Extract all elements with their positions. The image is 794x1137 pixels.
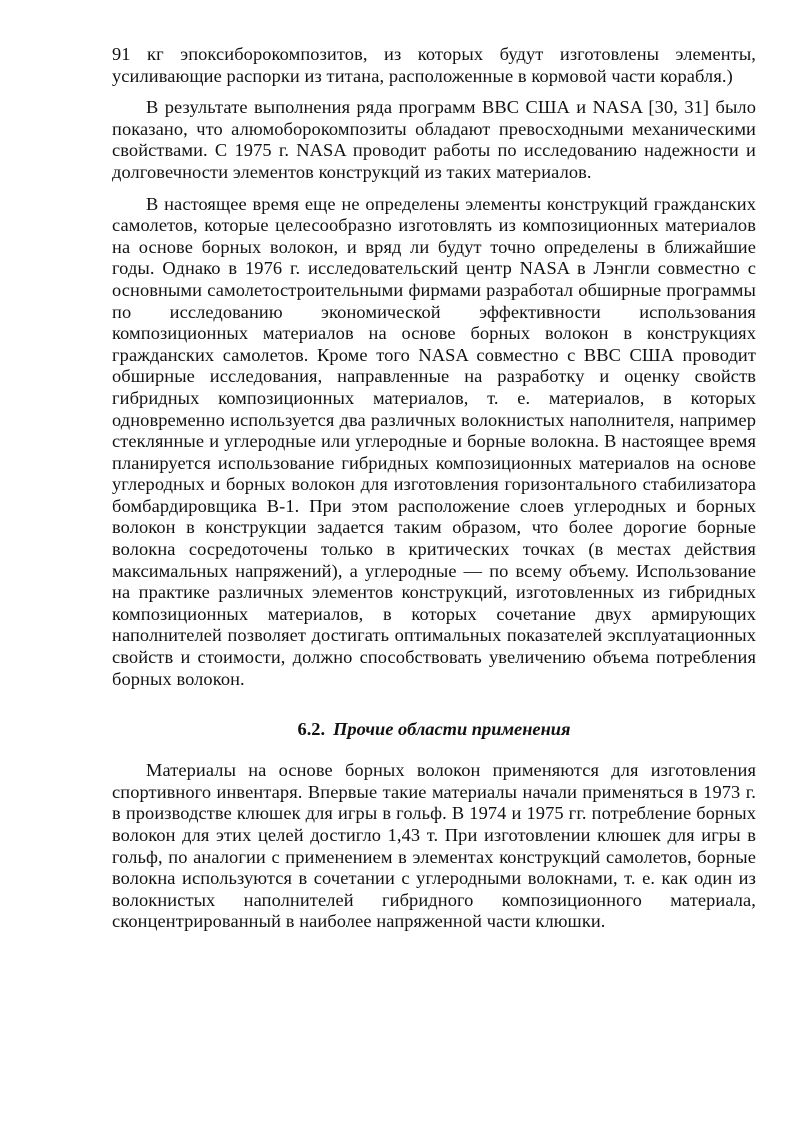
section-number: 6.2. xyxy=(297,719,326,740)
section-heading xyxy=(112,718,756,740)
paragraph-civil-aircraft: В настоящее время еще не определены элементы конструкций гражданских самолетов, которые целесообразно изготовлять из композиционных материалов на основе борных волокон, и вряд ли будут точно определены в ближайшие годы. Однако в 1976 г. исследовательский центр NASA в Лэнгли совместно с основными самолетостроительными фирмами разработал обширные программы по исследованию экономической эффективности использования композиционных материалов на основе борных волокон в конструкциях гражданских самолетов. Кроме того NASA совместно с ВВС США проводит обширные исследования, направленные на разработку и оценку свойств гибридных композиционных материалов, т. е. материалов, в которых одновременно используется два различных волокнистых наполнителя, например стеклянные и углеродные или углеродные и борные волокна. В настоящее время планируется использование гибридных композиционных материалов на основе углеродных и борных волокон для изготовления горизонтального стабилизатора бомбардировщика B-1. При этом расположение слоев углеродных и борных волокон в конструкции задается таким образом, что более дорогие борные волокна сосредоточены только в критических точках (в местах действия максимальных напряжений), а углеродные — по всему объему. Использование на практике различных элементов конструкций, изготовленных из гибридных композиционных материалов, в которых сочетание двух армирующих наполнителей позволяет достигать оптимальных показателей эксплуатационных свойств и стоимости, должно способствовать увеличению объема потребления борных волокон. xyxy=(112,193,756,689)
page-body xyxy=(112,44,756,933)
paragraph-programs: В результате выполнения ряда программ ВВС США и NASA [30, 31] было показано, что алюмоборокомпозиты обладают превосходными механическими свойствами. С 1975 г. NASA проводит работы по исследованию надежности и долговечности элементов конструкций из таких материалов. xyxy=(112,97,756,182)
paragraph-continuation: 91 кг эпоксиборокомпозитов, из которых будут изготовлены элементы, усиливающие распорки из титана, расположенные в кормовой части корабля.) xyxy=(112,44,756,86)
paragraph-sports-equipment: Материалы на основе борных волокон применяются для изготовления спортивного инвентаря. Впервые такие материалы начали применяться в 1973 г. в производстве клюшек для игры в гольф. В 1974 и 1975 гг. потребление борных волокон для этих целей достигло 1,43 т. При изготовлении клюшек для игры в гольф, по аналогии с применением в элементах конструкций самолетов, борные волокна используются в сочетании с углеродными волокнами, т. е. как один из волокнистых наполнителей гибридного композиционного материала, сконцентрированный в наиболее напряженной части клюшки. xyxy=(112,760,756,932)
section-title: Прочие области применения xyxy=(333,719,571,740)
